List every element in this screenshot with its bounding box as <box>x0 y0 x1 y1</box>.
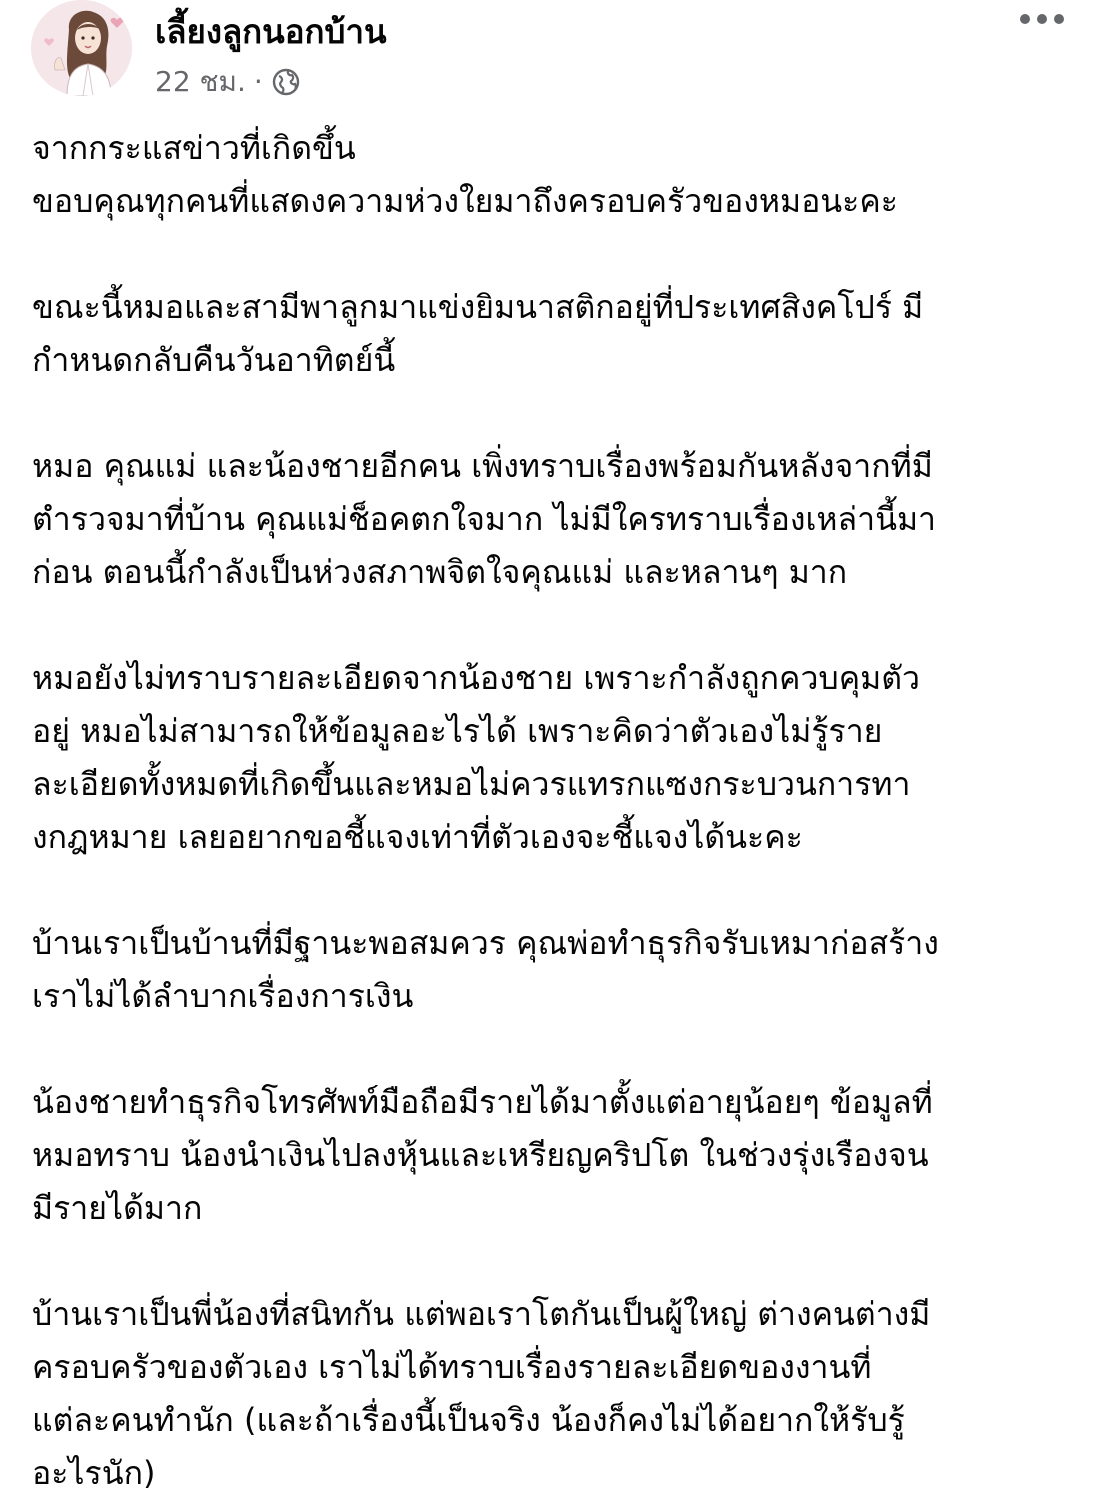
avatar[interactable] <box>31 0 132 96</box>
page-logo-illustration <box>31 0 132 96</box>
post-header <box>0 0 1094 110</box>
more-dot-icon <box>1054 14 1064 24</box>
post-paragraph: บ้านเราเป็นพี่น้องที่สนิทกัน แต่พอเราโตกันเป็นผู้ใหญ่ ต่างคนต่างมี ครอบครัวของตัวเอง เราไม่ได้ทราบเรื่องรายละเอียดของงานที่ แต่ละคนทำนัก (และถ้าเรื่องนี้เป็นจริง น้องก็คงไม่ได้อยากให้รับรู้ อะไรนัก) <box>32 1295 931 1492</box>
post-paragraph: จากกระแสข่าวที่เกิดขึ้น ขอบคุณทุกคนที่แสดงความห่วงใยมาถึงครอบครัวของหมอนะคะ <box>32 129 898 220</box>
meta-separator: · <box>253 65 263 98</box>
post-paragraph: หมอยังไม่ทราบรายละเอียดจากน้องชาย เพราะกำลังถูกควบคุมตัว อยู่ หมอไม่สามารถให้ข้อมูลอะไรได้ เพราะคิดว่าตัวเองไม่รู้ราย ละเอียดทั้งหมดที่เกิดขึ้นและหมอไม่ควรแทรกแซงกระบวนการทา งกฎหมาย เลยอยากขอชี้แจงเท่าที่ตัวเองจะชี้แจงได้นะคะ <box>32 659 920 856</box>
page-name[interactable]: เลี้ยงลูกนอกบ้าน <box>155 12 387 51</box>
post-paragraph: ขณะนี้หมอและสามีพาลูกมาแข่งยิมนาสติกอยู่ที่ประเทศสิงคโปร์ มี กำหนดกลับคืนวันอาทิตย์นี้ <box>32 288 924 379</box>
post-timestamp[interactable]: 22 ชม. <box>155 65 246 98</box>
more-options-icon[interactable] <box>1020 8 1064 30</box>
post-paragraph: บ้านเราเป็นบ้านที่มีฐานะพอสมควร คุณพ่อทำธุรกิจรับเหมาก่อสร้าง เราไม่ได้ลำบากเรื่องการเงิน <box>32 924 939 1015</box>
post-body <box>32 122 1072 1500</box>
post-meta <box>155 62 301 102</box>
more-dot-icon <box>1037 14 1047 24</box>
more-dot-icon <box>1020 14 1030 24</box>
globe-icon <box>271 67 301 97</box>
post-paragraph: หมอ คุณแม่ และน้องชายอีกคน เพิ่งทราบเรื่องพร้อมกันหลังจากที่มี ตำรวจมาที่บ้าน คุณแม่ช็อคตกใจมาก ไม่มีใครทราบเรื่องเหล่านี้มา ก่อน ตอนนี้กำลังเป็นห่วงสภาพจิตใจคุณแม่ และหลานๆ มาก <box>32 447 937 591</box>
post-paragraph: น้องชายทำธุรกิจโทรศัพท์มือถือมีรายได้มาตั้งแต่อายุน้อยๆ ข้อมูลที่ หมอทราบ น้องนำเงินไปลงหุ้นและเหรียญคริปโต ในช่วงรุ่งเรืองจน มีรายได้มาก <box>32 1083 933 1227</box>
